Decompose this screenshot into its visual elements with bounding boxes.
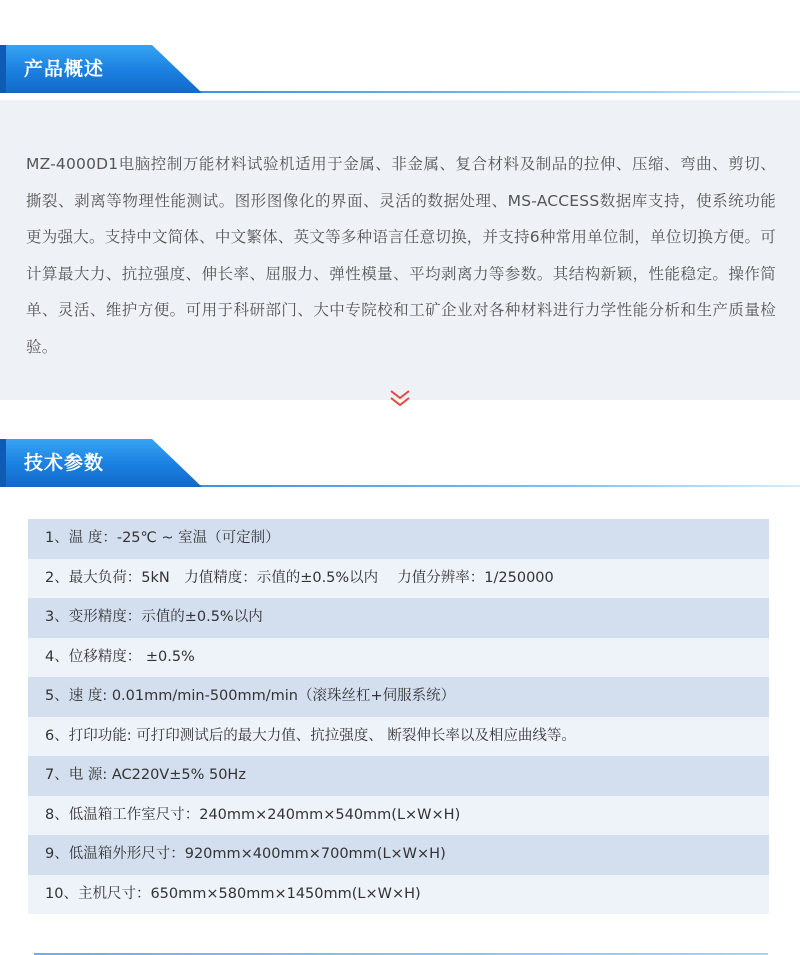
spec-row: 8、低温箱工作室尺寸：240mm×240mm×540mm(L×W×H) — [28, 796, 769, 836]
specs-table — [28, 519, 769, 914]
overview-heading: 产品概述 — [24, 58, 105, 80]
spec-row: 7、电 源: AC220V±5% 50Hz — [28, 756, 769, 796]
overview-body: MZ-4000D1电脑控制万能材料试验机适用于金属、非金属、复合材料及制品的拉伸、压缩、弯曲、剪切、撕裂、剥离等物理性能测试。图形图像化的界面、灵活的数据处理、MS-ACCESS数据库支持，使系统功能更为强大。支持中文简体、中文繁体、英文等多种语言任意切换，并支持6种常用单位制，单位切换方便。可计算最大力、抗拉强度、伸长率、屈服力、弹性模量、平均剥离力等参数。其结构新颖，性能稳定。操作简单、灵活、维护方便。可用于科研部门、大中专院校和工矿企业对各种材料进行力学性能分析和生产质量检验。 — [26, 155, 776, 356]
specs-section-header — [0, 439, 800, 487]
spec-row: 1、温 度：-25℃ ~ 室温（可定制） — [28, 519, 769, 559]
specs-heading: 技术参数 — [24, 452, 105, 474]
spec-row: 9、低温箱外形尺寸：920mm×400mm×700mm(L×W×H) — [28, 835, 769, 875]
spec-row: 2、最大负荷：5kN 力值精度：示值的±0.5%以内 力值分辨率：1/250000 — [28, 559, 769, 599]
spec-row: 6、打印功能: 可打印测试后的最大力值、抗拉强度、 断裂伸长率以及相应曲线等。 — [28, 717, 769, 757]
spec-row: 5、速 度: 0.01mm/min-500mm/min（滚珠丝杠+伺服系统） — [28, 677, 769, 717]
overview-section-header — [0, 45, 800, 93]
overview-panel — [0, 100, 800, 400]
spec-row: 4、位移精度： ±0.5% — [28, 638, 769, 678]
spec-row: 3、变形精度：示值的±0.5%以内 — [28, 598, 769, 638]
spec-row: 10、主机尺寸：650mm×580mm×1450mm(L×W×H) — [28, 875, 769, 915]
double-chevron-down-icon[interactable] — [389, 388, 411, 408]
